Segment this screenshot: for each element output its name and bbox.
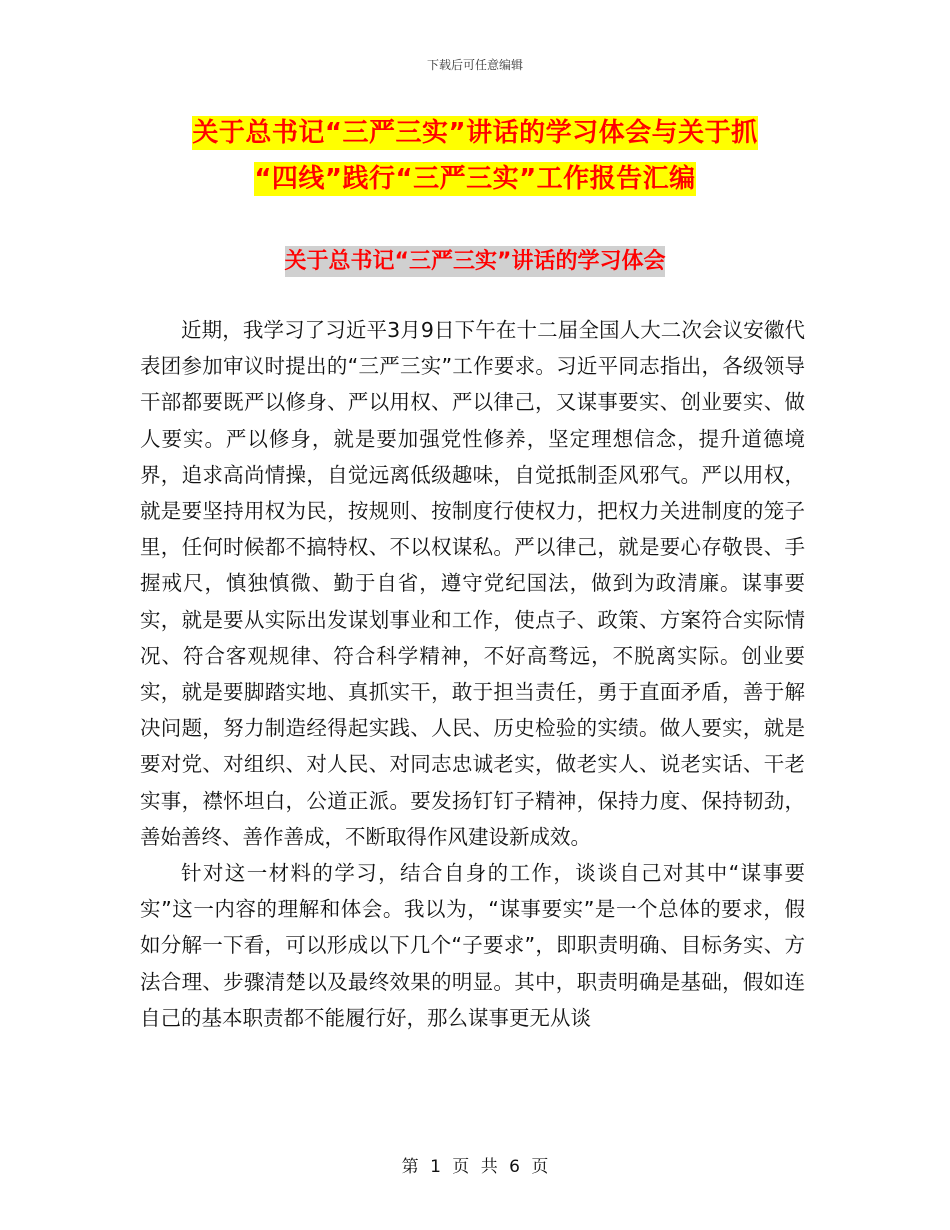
document-title-line-1 — [0, 110, 950, 156]
document-title — [0, 110, 950, 202]
paragraph: 近期，我学习了习近平3月9日下午在十二届全国人大二次会议安徽代表团参加审议时提出的“三严三实”工作要求。习近平同志指出，各级领导干部都要既严以修身、严以用权、严以律己，又谋事要实、创业要实、做人要实。严以修身，就是要加强党性修养，坚定理想信念，提升道德境界，追求高尚情操，自觉远离低级趣味，自觉抵制歪风邪气。严以用权，就是要坚持用权为民，按规则、按制度行使权力，把权力关进制度的笼子里，任何时候都不搞特权、不以权谋私。严以律己，就是要心存敬畏、手握戒尺，慎独慎微、勤于自省，遵守党纪国法，做到为政清廉。谋事要实，就是要从实际出发谋划事业和工作，使点子、政策、方案符合实际情况、符合客观规律、符合科学精神，不好高骛远，不脱离实际。创业要实，就是要脚踏实地、真抓实干，敢于担当责任，勇于直面矛盾，善于解决问题，努力制造经得起实践、人民、历史检验的实绩。做人要实，就是要对党、对组织、对人民、对同志忠诚老实，做老实人、说老实话、干老实事，襟怀坦白，公道正派。要发扬钉钉子精神，保持力度、保持韧劲，善始善终、善作善成，不断取得作风建设新成效。 — [140, 318, 805, 849]
section-heading-text: 关于总书记“三严三实”讲话的学习体会 — [285, 246, 666, 277]
page-header: 下载后可任意编辑 — [426, 58, 523, 72]
document-title-line-2 — [0, 156, 950, 202]
page-number: 第 1 页 共 6 页 — [401, 1157, 549, 1177]
title-highlight-1: 关于总书记“三严三实”讲话的学习体会与关于抓 — [192, 118, 758, 148]
title-highlight-2: “四线”践行“三严三实”工作报告汇编 — [254, 164, 696, 194]
body-text — [140, 312, 805, 1036]
section-heading — [0, 244, 950, 280]
paragraph: 针对这一材料的学习，结合自身的工作，谈谈自己对其中“谋事要实”这一内容的理解和体会。我以为，“谋事要实”是一个总体的要求，假如分解一下看，可以形成以下几个“子要求”，即职责明确、目标务实、方法合理、步骤清楚以及最终效果的明显。其中，职责明确是基础，假如连自己的基本职责都不能履行好，那么谋事更无从谈 — [140, 861, 805, 1030]
